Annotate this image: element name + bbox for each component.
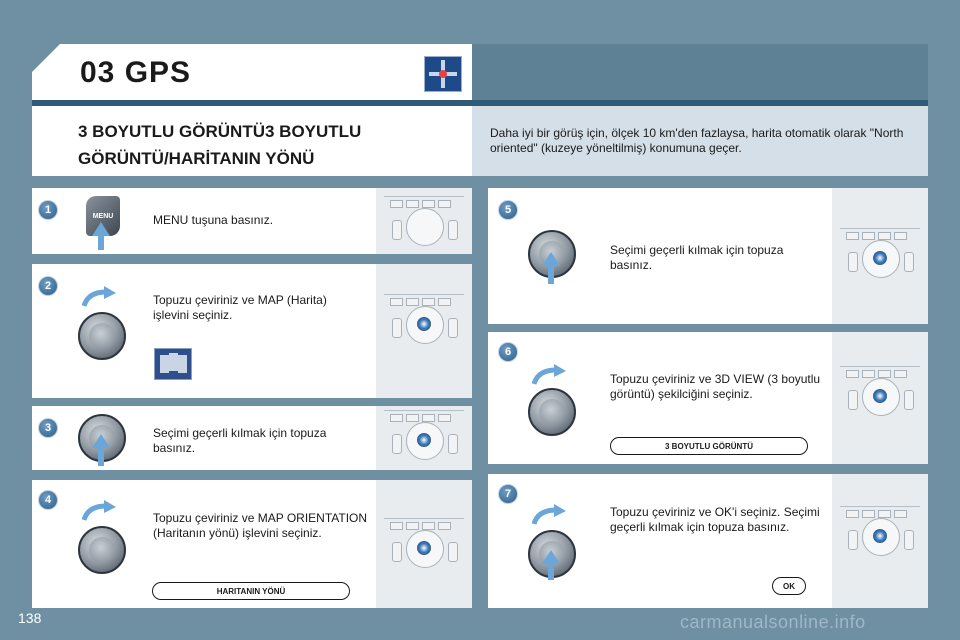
console-diagram-7 bbox=[840, 500, 920, 562]
step-badge-1: 1 bbox=[38, 200, 58, 220]
pill-haritanin-yonu: HARITANIN YÖNÜ bbox=[152, 582, 350, 600]
step-text-6: Topuzu çeviriniz ve 3D VIEW (3 boyutlu görüntü) şekilciğini seçiniz. bbox=[610, 372, 821, 401]
header-topo-panel bbox=[472, 44, 928, 100]
map-icon bbox=[154, 348, 192, 380]
page-number: 138 bbox=[18, 610, 42, 626]
chapter-title: 03 GPS bbox=[80, 56, 192, 89]
arrow-up-icon bbox=[548, 564, 554, 580]
knob-icon bbox=[78, 312, 126, 360]
knob-icon bbox=[528, 388, 576, 436]
curved-arrow-icon bbox=[532, 364, 566, 386]
step-badge-5: 5 bbox=[498, 200, 518, 220]
arrow-up-icon bbox=[542, 550, 560, 564]
console-diagram-5 bbox=[840, 222, 920, 284]
arrow-up-icon bbox=[542, 252, 560, 266]
curved-arrow-icon bbox=[82, 286, 116, 308]
step-badge-7: 7 bbox=[498, 484, 518, 504]
arrow-up-icon bbox=[92, 434, 110, 448]
step-text-1: MENU tuşuna basınız. bbox=[153, 213, 274, 227]
arrow-up-icon bbox=[548, 266, 554, 284]
arrow-up-icon bbox=[98, 236, 104, 250]
step-text-2: Topuzu çeviriniz ve MAP (Harita) işlevini seçiniz. bbox=[153, 293, 327, 322]
pill-ok: OK bbox=[772, 577, 806, 595]
watermark: carmanualsonline.info bbox=[680, 612, 866, 632]
step-text-5: Seçimi geçerli kılmak için topuza basınız. bbox=[610, 243, 784, 272]
console-diagram-3 bbox=[384, 404, 464, 466]
step-badge-6: 6 bbox=[498, 342, 518, 362]
step-badge-4: 4 bbox=[38, 490, 58, 510]
gps-crosshair-icon bbox=[424, 56, 462, 92]
arrow-up-icon bbox=[98, 448, 104, 466]
knob-icon bbox=[78, 526, 126, 574]
console-diagram-2 bbox=[384, 288, 464, 350]
step-text-7: Topuzu çeviriniz ve OK'i seçiniz. Seçimi geçerli kılmak için topuza basınız. bbox=[610, 505, 820, 534]
console-diagram-4 bbox=[384, 512, 464, 574]
section-title: 3 BOYUTLU GÖRÜNTÜ3 BOYUTLU GÖRÜNTÜ/HARİTANIN YÖNÜ bbox=[78, 122, 362, 168]
step-text-3: Seçimi geçerli kılmak için topuza basınız. bbox=[153, 426, 327, 455]
intro-text: Daha iyi bir görüş için, ölçek 10 km'den fazlaysa, harita otomatik olarak "North oriented" (kuzeye yöneltilmiş) konumuna geçer. bbox=[490, 126, 904, 155]
step-badge-2: 2 bbox=[38, 276, 58, 296]
arrow-up-icon bbox=[92, 222, 110, 236]
menu-button-icon: MENU bbox=[86, 196, 120, 236]
curved-arrow-icon bbox=[82, 500, 116, 522]
console-diagram-6 bbox=[840, 360, 920, 422]
step-text-4: Topuzu çeviriniz ve MAP ORIENTATION (Haritanın yönü) işlevini seçiniz. bbox=[153, 511, 368, 540]
step-badge-3: 3 bbox=[38, 418, 58, 438]
pill-3-boyutlu-goruntu: 3 BOYUTLU GÖRÜNTÜ bbox=[610, 437, 808, 455]
console-diagram-1 bbox=[384, 190, 464, 252]
curved-arrow-icon bbox=[532, 504, 566, 526]
